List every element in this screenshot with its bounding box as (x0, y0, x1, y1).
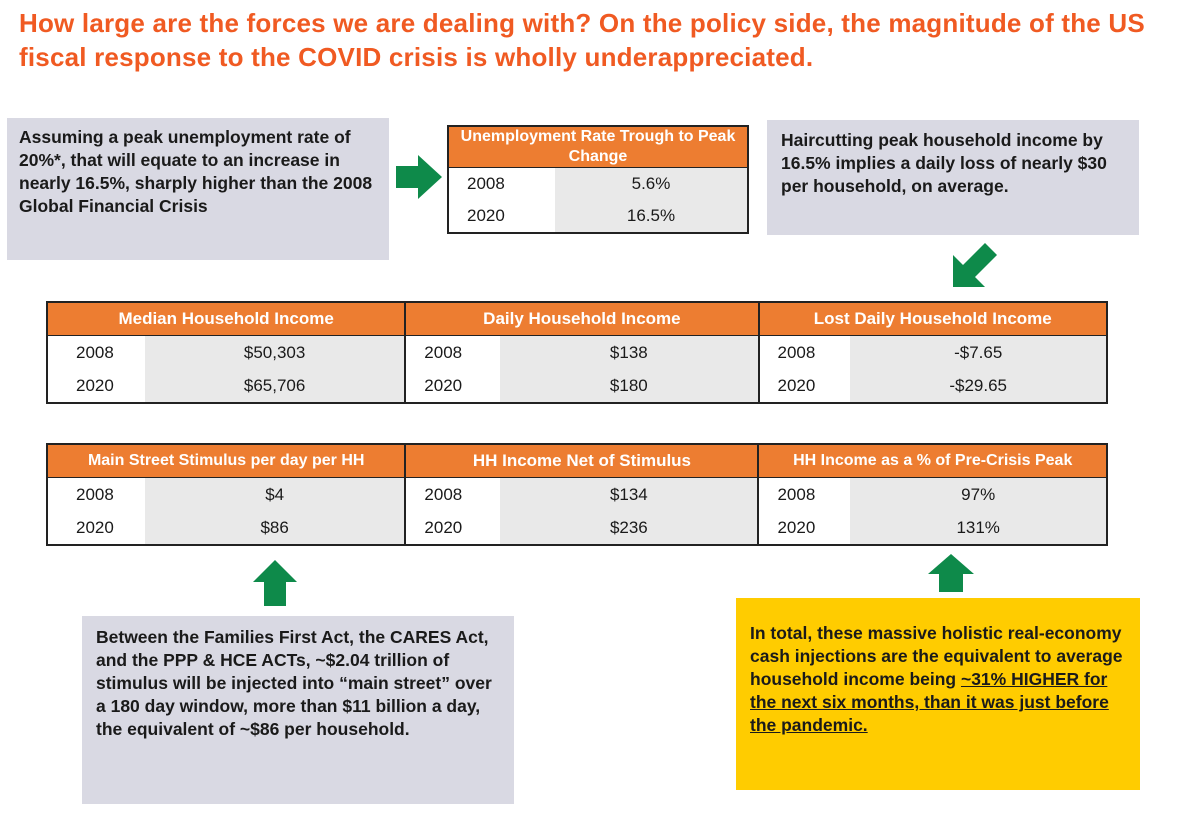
unemployment-callout: Assuming a peak unemployment rate of 20%*, that will equate to an increase in nearly 16.5%, sharply higher than the 2008 Global Financial Crisis (7, 118, 389, 260)
haircut-callout: Haircutting peak household income by 16.5% implies a daily loss of nearly $30 per household, on average. (767, 120, 1139, 235)
arrow-up-icon (253, 560, 297, 606)
year-cell: 2008 (47, 478, 145, 512)
value-cell: 16.5% (555, 200, 748, 233)
stimulus-table (46, 443, 1108, 546)
year-cell: 2020 (448, 200, 555, 233)
daily-income-header: Daily Household Income (405, 302, 758, 336)
table-row (47, 478, 1107, 512)
income-net-header: HH Income Net of Stimulus (405, 444, 758, 478)
table-row (448, 168, 748, 201)
year-cell: 2020 (759, 369, 851, 403)
year-cell: 2008 (448, 168, 555, 201)
household-income-table (46, 301, 1108, 404)
pct-pre-crisis-header: HH Income as a % of Pre-Crisis Peak (758, 444, 1107, 478)
lost-income-header: Lost Daily Household Income (759, 302, 1108, 336)
year-cell: 2008 (759, 336, 851, 370)
value-cell: 97% (850, 478, 1107, 512)
year-cell: 2008 (758, 478, 850, 512)
value-cell: $236 (500, 511, 758, 545)
year-cell: 2020 (47, 369, 145, 403)
unemployment-table-header: Unemployment Rate Trough to Peak Change (448, 126, 748, 168)
page-title: How large are the forces we are dealing with? On the policy side, the magnitude of the US fiscal response to the COVID crisis is wholly underappreciated. (19, 8, 1145, 72)
year-cell: 2008 (47, 336, 145, 370)
table-row (47, 369, 1107, 403)
value-cell: $4 (145, 478, 405, 512)
arrow-right-icon (396, 155, 442, 199)
value-cell: -$29.65 (850, 369, 1107, 403)
table-row (47, 511, 1107, 545)
median-income-header: Median Household Income (47, 302, 405, 336)
arrow-down-left-icon (950, 240, 1000, 290)
value-cell: $180 (500, 369, 758, 403)
value-cell: $86 (145, 511, 405, 545)
arrow-up-icon (928, 554, 974, 592)
value-cell: 131% (850, 511, 1107, 545)
year-cell: 2008 (405, 478, 500, 512)
table-row (47, 336, 1107, 370)
stimulus-per-day-header: Main Street Stimulus per day per HH (47, 444, 405, 478)
table-row (448, 200, 748, 233)
value-cell: 5.6% (555, 168, 748, 201)
value-cell: $65,706 (145, 369, 405, 403)
conclusion-emphasis: ~31% HIGHER for the next six months, than it was just before the pandemic. (750, 669, 1109, 735)
value-cell: $138 (500, 336, 758, 370)
value-cell: -$7.65 (850, 336, 1107, 370)
year-cell: 2020 (405, 369, 500, 403)
year-cell: 2020 (405, 511, 500, 545)
stimulus-callout: Between the Families First Act, the CARES Act, and the PPP & HCE ACTs, ~$2.04 trillion of stimulus will be injected into “main street” over a 180 day window, more than $11 billion a day, the equivalent of ~$86 per household. (82, 616, 514, 804)
conclusion-callout (736, 598, 1140, 790)
value-cell: $50,303 (145, 336, 405, 370)
year-cell: 2008 (405, 336, 500, 370)
conclusion-text: In total, these massive holistic real-economy cash injections are the equivalent to average household income being (750, 623, 1123, 689)
value-cell: $134 (500, 478, 758, 512)
year-cell: 2020 (47, 511, 145, 545)
year-cell: 2020 (758, 511, 850, 545)
unemployment-table (447, 125, 749, 234)
